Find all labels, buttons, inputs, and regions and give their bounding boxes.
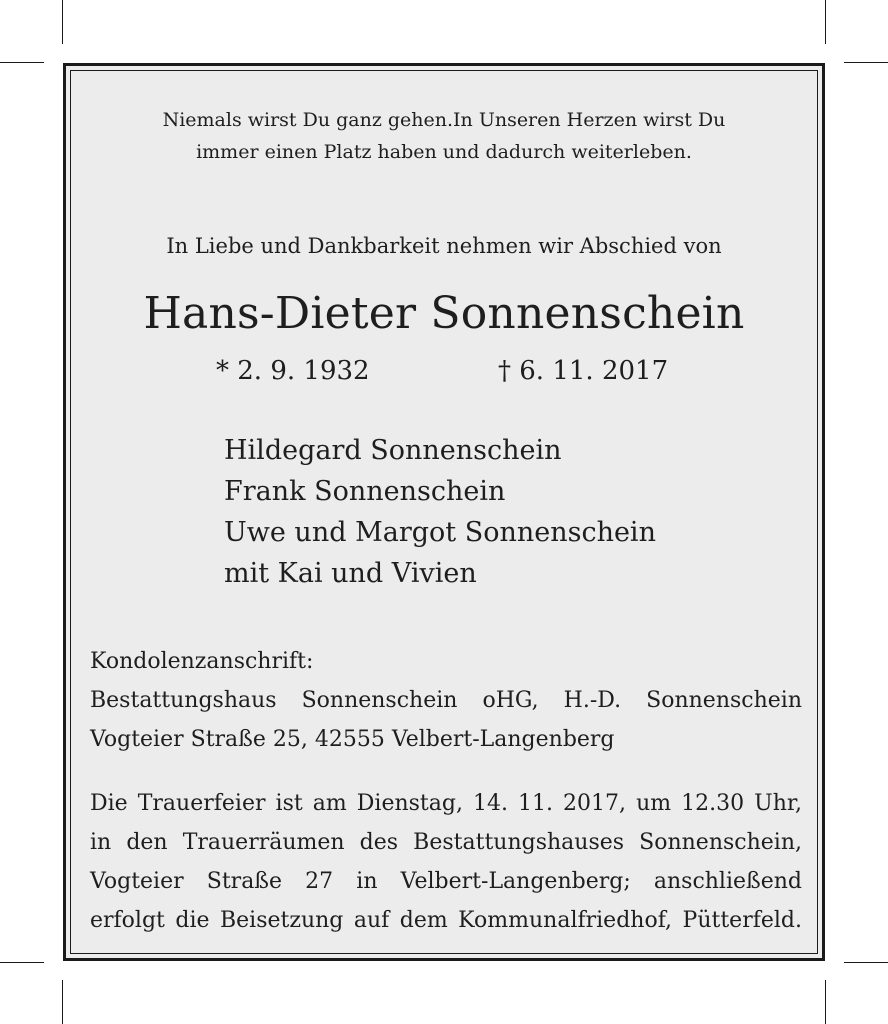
- crop-mark-right-bottom: [844, 962, 888, 963]
- family-list: [224, 430, 656, 594]
- intro-line: In Liebe und Dankbarkeit nehmen wir Abschied von: [166, 234, 722, 258]
- crop-mark-bottom-left: [62, 980, 63, 1024]
- condolence-heading: Kondolenzanschrift:: [90, 649, 314, 674]
- ceremony-line-3: Vogteier Straße 27 in Velbert-Langenberg; anschließend: [90, 869, 802, 894]
- family-member: Frank Sonnenschein: [224, 476, 506, 507]
- ceremony-line-1: Die Trauerfeier ist am Dienstag, 14. 11. 2017, um 12.30 Uhr,: [90, 791, 802, 816]
- motto-line-1: Niemals wirst Du ganz gehen.In Unseren Herzen wirst Du: [162, 109, 726, 131]
- death-date: † 6. 11. 2017: [498, 356, 669, 386]
- obituary-notice: [63, 63, 825, 961]
- deceased-name: Hans-Dieter Sonnenschein: [143, 288, 745, 339]
- ceremony-info: [90, 784, 802, 940]
- birth-date: * 2. 9. 1932: [216, 356, 370, 386]
- condolence-line-2: Vogteier Straße 25, 42555 Velbert-Langenberg: [90, 727, 615, 752]
- family-member: Uwe und Margot Sonnenschein: [224, 517, 656, 548]
- ceremony-line-4: erfolgt die Beisetzung auf dem Kommunalfriedhof, Pütterfeld.: [90, 908, 802, 933]
- crop-mark-top-right: [825, 0, 826, 44]
- family-member: mit Kai und Vivien: [224, 558, 477, 589]
- condolence-line-1: Bestattungshaus Sonnenschein oHG, H.-D. Sonnenschein: [90, 688, 802, 713]
- ceremony-line-2: in den Trauerräumen des Bestattungshauses Sonnenschein,: [90, 830, 802, 855]
- motto-line-2: immer einen Platz haben und dadurch weiterleben.: [196, 141, 692, 163]
- motto: [66, 104, 822, 168]
- crop-mark-right-top: [844, 62, 888, 63]
- condolence-address: [90, 642, 802, 759]
- crop-mark-left-top: [0, 62, 44, 63]
- crop-mark-left-bottom: [0, 962, 44, 963]
- crop-mark-bottom-right: [825, 980, 826, 1024]
- crop-mark-top-left: [62, 0, 63, 44]
- family-member: Hildegard Sonnenschein: [224, 435, 562, 466]
